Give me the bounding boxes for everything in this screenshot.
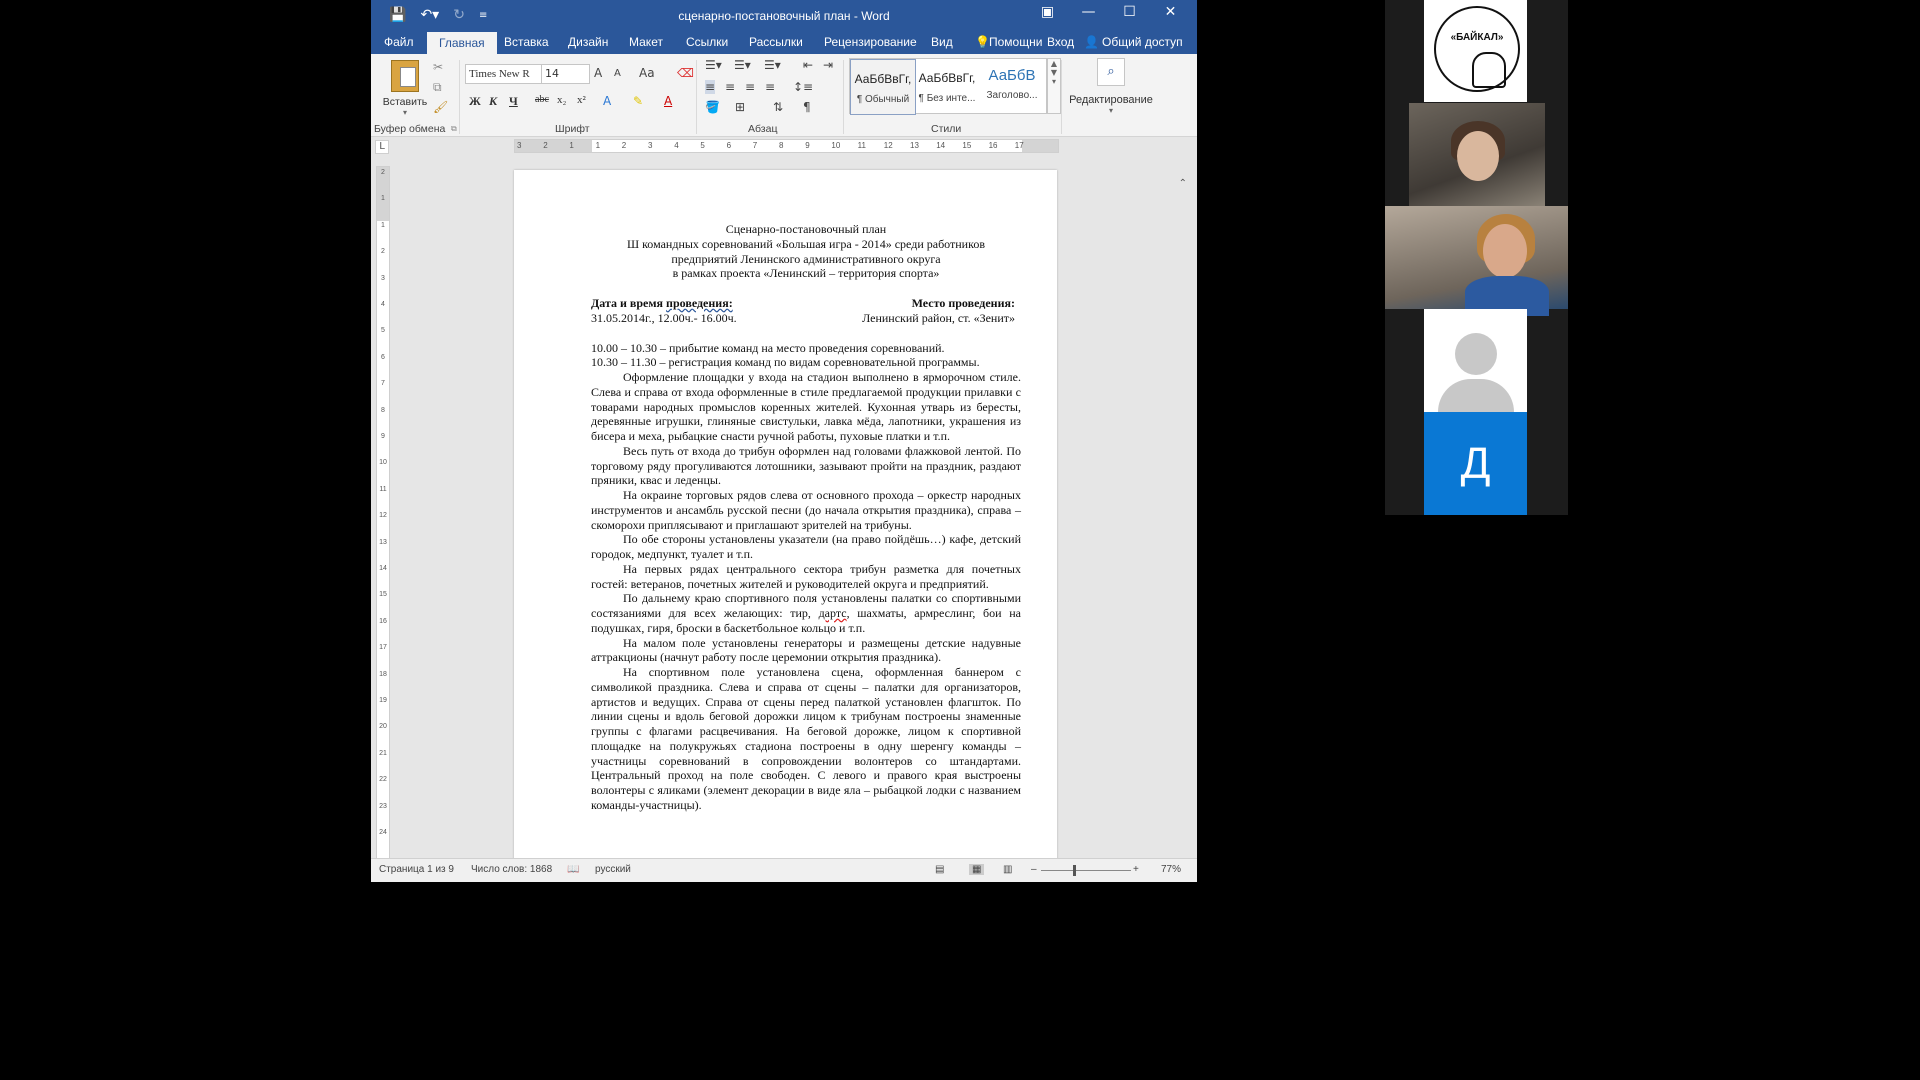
ruler-tick: 21	[379, 749, 387, 757]
highlight-icon[interactable]: ✎	[633, 94, 644, 108]
superscript-button[interactable]: x²	[577, 94, 586, 106]
page-count[interactable]: Страница 1 из 9	[379, 864, 454, 875]
collapse-ribbon-icon[interactable]: ⌃	[1178, 178, 1187, 189]
avatar-placeholder-icon	[1455, 333, 1497, 375]
chevron-down-icon: ▾	[1108, 106, 1113, 115]
paragraph: На окраине торговых рядов слева от основного прохода – оркестр народных инструментов и ансамбль русской песни (до начала открытия праздника), справа – скоморохи приплясывают и приглашают зрителей на трибуны.	[591, 488, 1021, 532]
style-name: Заголово...	[986, 90, 1038, 101]
zoom-slider-thumb[interactable]	[1073, 865, 1076, 876]
text-effects-icon[interactable]: A	[603, 94, 612, 108]
word-count[interactable]: Число слов: 1868	[471, 864, 553, 875]
ruler-tick: 4	[381, 301, 385, 308]
paragraph: На малом поле установлены генераторы и размещены детские надувные аттракционы (начнут работу после церемонии открытия праздника).	[591, 635, 1021, 665]
subscript-button[interactable]: x₂	[557, 94, 567, 106]
language[interactable]: русский	[595, 864, 631, 875]
participant-face	[1457, 131, 1499, 181]
ruler-tick: 1	[381, 221, 385, 229]
paragraph: По дальнему краю спортивного поля установлены палатки со спортивными состязаниями для всех желающих: тир, дартс, шахматы, армреслинг, бои на подушках, гиря, броски в баскетбольное кольцо и т.п.	[591, 591, 1021, 635]
align-right-icon[interactable]: ≡	[745, 80, 756, 94]
ruler-tick: 2	[621, 141, 627, 150]
ruler-tick: 24	[379, 829, 387, 836]
divider	[459, 60, 460, 134]
ruler-tick: 12	[379, 512, 387, 520]
style-sample: АаБбВвГг,	[918, 71, 976, 85]
doc-subtitle-line: в рамках проекта «Ленинский – территория спорта»	[672, 266, 940, 281]
place-value: Ленинский район, ст. «Зенит»	[862, 310, 1015, 325]
minimize-icon[interactable]: —	[1081, 4, 1096, 20]
editing-label: Редактирование	[1069, 94, 1153, 106]
lightbulb-icon: 💡	[975, 35, 990, 49]
ruler-tick: 22	[379, 776, 387, 784]
ruler-tick: 15	[379, 591, 387, 599]
undo-icon[interactable]: ↶▾	[420, 7, 440, 23]
search-icon: ⌕	[1097, 58, 1125, 86]
web-layout-icon[interactable]: ▥	[1003, 864, 1013, 875]
borders-icon[interactable]: ⊞	[735, 100, 746, 114]
ruler-tick: 5	[700, 141, 705, 150]
copy-icon[interactable]: ⧉	[433, 80, 442, 94]
ruler-tick: 8	[779, 141, 784, 150]
ruler-tick: 1	[595, 141, 601, 150]
style-sample: АаБбВвГг,	[854, 72, 912, 86]
redo-icon[interactable]: ↻	[453, 7, 465, 23]
ruler-tick: 6	[726, 141, 732, 150]
paragraph-group-label: Абзац	[748, 123, 778, 135]
proofing-icon[interactable]: 📖	[567, 864, 580, 875]
bold-button[interactable]: Ж	[469, 94, 481, 108]
close-icon[interactable]: ✕	[1164, 4, 1177, 20]
maximize-icon[interactable]: ☐	[1123, 4, 1136, 20]
participant-video-2[interactable]	[1385, 206, 1568, 309]
paragraph: Оформление площадки у входа на стадион выполнено в ярморочном стиле. Слева и справа от входа оформленные в стиле предлагаемой продукции прилавки с товарами народных промыслов коренных жителей. Кухонная утварь из бересты, деревянные игрушки, глиняные свистульки, лавка мёда, лапотники, украшения из бисера и меха, рыбацкие снасти ручной работы, пуховые платки и т.п.	[591, 370, 1021, 443]
zoom-out-button[interactable]: –	[1031, 864, 1037, 875]
clipboard-group-label: Буфер обмена	[374, 123, 446, 135]
ruler-tick: 19	[379, 697, 387, 704]
doc-subtitle-line: предприятий Ленинского административного округа	[671, 251, 941, 266]
styles-gallery	[849, 58, 1047, 114]
ruler-tick: 12	[883, 141, 893, 150]
tab-design[interactable]: Дизайн	[568, 35, 609, 49]
paragraph: По обе стороны установлены указатели (на право пойдёшь…) кафе, детский городок, медпункт, туалет и т.п.	[591, 532, 1021, 561]
paragraph: На первых рядах центрального сектора трибун разметка для почетных гостей: ветеранов, почетных жителей и руководителей округа и предприятий.	[591, 561, 1021, 591]
ruler-margin-left	[515, 140, 592, 152]
divider	[696, 60, 697, 134]
grow-font-icon[interactable]: A	[594, 66, 603, 80]
styles-scroll[interactable]: ▲ ▼ ▾	[1047, 58, 1061, 114]
ruler-margin-right	[1022, 140, 1058, 152]
window-controls	[1027, 4, 1191, 20]
ruler-tick: 14	[936, 141, 946, 150]
window-title: сценарно-постановочный план - Word	[678, 9, 890, 23]
style-heading[interactable]	[980, 59, 1044, 113]
zoom-slider-track[interactable]	[1041, 870, 1131, 871]
ruler-tick: 17	[1014, 141, 1024, 150]
multilevel-list-icon[interactable]: ☰▾	[764, 58, 781, 72]
ruler-tick: 16	[988, 141, 998, 150]
sign-in-link[interactable]: Вход	[1047, 35, 1075, 49]
divider	[1061, 60, 1062, 134]
schedule-line: 10.30 – 11.30 – регистрация команд по видам соревновательной программы.	[591, 355, 980, 370]
date-label: Дата и время проведения:	[591, 296, 733, 310]
style-name: ¶ Обычный	[856, 94, 910, 105]
increase-indent-icon[interactable]: ⇥	[823, 58, 834, 72]
style-normal[interactable]	[850, 59, 916, 115]
style-sample: АаБбВ	[988, 67, 1036, 84]
ruler-tick: 2	[543, 141, 548, 150]
save-icon[interactable]: 💾	[389, 7, 407, 23]
sort-icon[interactable]: ⇅	[773, 100, 784, 114]
ruler-tick: 15	[962, 141, 972, 150]
chevron-down-icon: ▾	[402, 108, 407, 117]
print-layout-icon[interactable]: ▦	[969, 864, 984, 875]
ruler-tick: 2	[381, 248, 385, 256]
editing-button[interactable]	[1065, 58, 1157, 115]
date-place-labels	[591, 296, 1021, 311]
tell-me-box[interactable]: Помощни	[989, 35, 1043, 49]
lyre-icon	[1472, 52, 1506, 88]
share-button[interactable]: Общий доступ	[1102, 35, 1183, 49]
schedule-line: 10.00 – 10.30 – прибытие команд на место проведения соревнований.	[591, 340, 945, 355]
avatar-body-icon	[1438, 379, 1514, 412]
dialog-launcher-icon[interactable]: ⧉	[451, 124, 457, 133]
paste-button[interactable]	[381, 58, 429, 118]
participant-video-1[interactable]	[1409, 103, 1545, 206]
tab-view[interactable]: Вид	[931, 35, 953, 49]
ruler-tick: 10	[379, 459, 387, 467]
italic-button[interactable]: К	[489, 94, 498, 108]
ruler-tick: 10	[831, 141, 841, 150]
font-size-select[interactable]: 14	[541, 64, 590, 84]
participant-tile-logo[interactable]	[1424, 0, 1527, 102]
horizontal-ruler[interactable]	[514, 139, 1059, 153]
video-call-panel	[1385, 0, 1568, 515]
participant-face	[1483, 224, 1527, 278]
status-bar	[371, 858, 1197, 882]
word-window	[371, 0, 1197, 882]
logo	[1434, 6, 1520, 92]
zoom-level[interactable]: 77%	[1161, 864, 1182, 875]
person-icon: 👤	[1084, 35, 1099, 49]
justify-icon[interactable]: ≡	[765, 80, 776, 94]
tab-references[interactable]: Ссылки	[686, 35, 729, 49]
tab-insert[interactable]: Вставка	[504, 35, 549, 49]
style-no-spacing[interactable]	[915, 59, 979, 113]
doc-title: Сценарно-постановочный план	[725, 222, 887, 236]
ruler-tick: 3	[381, 274, 385, 282]
zoom-in-button[interactable]: +	[1133, 864, 1139, 875]
vertical-ruler[interactable]	[376, 166, 390, 860]
show-formatting-icon[interactable]: ¶	[803, 100, 811, 114]
ruler-tick: 3	[517, 141, 522, 150]
ruler-tick: 2	[381, 169, 385, 176]
ruler-tick: 8	[381, 406, 385, 414]
tab-home[interactable]: Главная	[427, 32, 497, 54]
place-label: Место проведения:	[911, 296, 1015, 310]
tab-layout[interactable]: Макет	[629, 35, 663, 49]
ruler-tick: 1	[381, 195, 385, 203]
ruler-tick: 11	[857, 141, 866, 150]
line-spacing-icon[interactable]: ↕≡	[793, 80, 814, 94]
shading-icon[interactable]: 🪣	[705, 100, 720, 114]
bullets-icon[interactable]: ☰▾	[705, 58, 722, 72]
ruler-tick: 6	[381, 353, 385, 361]
ruler-tick: 9	[805, 141, 810, 150]
document-body[interactable]	[591, 222, 1021, 813]
ruler-tick: 18	[379, 670, 387, 678]
document-page[interactable]	[514, 170, 1057, 870]
logo-text: «БАЙКАЛ»	[1450, 32, 1504, 43]
ruler-tick: 20	[379, 723, 387, 731]
format-painter-icon[interactable]: 🖌	[433, 100, 449, 114]
align-center-icon[interactable]: ≡	[725, 80, 736, 94]
paste-label: Вставить	[382, 96, 428, 108]
paragraph: Весь путь от входа до трибун оформлен над головами флажковой лентой. По торговому ряду прогуливаются лотошники, зазывают пройти на праздник, раздают пряники, квас и леденцы.	[591, 443, 1021, 488]
font-group-label: Шрифт	[555, 123, 590, 135]
date-place-values	[591, 311, 1021, 326]
date-value: 31.05.2014г., 12.00ч.- 16.00ч.	[591, 310, 737, 325]
styles-group-label: Стили	[931, 123, 962, 135]
divider	[843, 60, 844, 134]
ruler-tick: 3	[648, 141, 653, 150]
align-left-icon[interactable]: ≡	[705, 80, 716, 94]
ruler-tick: 5	[381, 327, 385, 335]
ruler-tick: 13	[379, 538, 387, 546]
ruler-tick: 1	[569, 141, 574, 150]
tab-review[interactable]: Рецензирование	[824, 35, 917, 49]
ruler-tick: 23	[379, 802, 387, 810]
ruler-tick: 14	[379, 565, 387, 572]
ribbon-display-icon[interactable]: ▣	[1040, 4, 1055, 20]
ruler-tick: 7	[381, 380, 385, 388]
ruler-tick: 11	[379, 485, 387, 493]
underline-button[interactable]: Ч	[509, 94, 518, 108]
strikethrough-button[interactable]: abc	[535, 94, 549, 105]
ruler-tick: 16	[379, 617, 387, 625]
doc-subtitle-line: Ш командных соревнований «Большая игра - 2014» среди работников	[626, 236, 985, 251]
clear-formatting-icon[interactable]: ⌫	[677, 66, 694, 80]
decrease-indent-icon[interactable]: ⇤	[803, 58, 814, 72]
ruler-tick: 4	[674, 141, 679, 150]
numbering-icon[interactable]: ☰▾	[734, 58, 751, 72]
ruler-tick: 7	[752, 141, 758, 150]
paragraph: На спортивном поле установлена сцена, оформленная баннером с символикой праздника. Слева и справа от сцены – палатки для организаторов, артистов и ведущих. Справа от сцены перед палаткой установлен флагшток. По линии сцены и вдоль беговой дорожки лицом к трибунам построены знаменные группы с флагами расцвечивания. На беговой дорожке, лицом к спортивной площадке на полукружьях стадиона построены в одну шеренгу команды – участницы соревнований в сопровождении волонтеров со штандартами. Центральный проход на поле свободен. С левого и правого края выстроены волонтеры с яликами (элемент декорации в виде яла – рыбацкой лодки с названием команды-участницы).	[591, 665, 1021, 812]
style-name: ¶ Без инте...	[918, 93, 976, 104]
participant-tile-initial[interactable]: Д	[1424, 412, 1527, 515]
tab-file[interactable]: Файл	[384, 35, 414, 49]
tab-selector[interactable]: L	[375, 140, 389, 154]
customize-qat-icon[interactable]: ≡	[478, 9, 488, 21]
ribbon-tabs	[371, 32, 1197, 54]
shrink-font-icon[interactable]: A	[614, 68, 621, 79]
read-mode-icon[interactable]: ▤	[935, 864, 945, 875]
ruler-tick: 17	[379, 644, 387, 652]
tab-mailings[interactable]: Рассылки	[749, 35, 803, 49]
ruler-tick: 9	[381, 433, 385, 440]
participant-tile-avatar[interactable]	[1424, 309, 1527, 412]
change-case-icon[interactable]: Aa	[639, 66, 655, 80]
ruler-tick: 13	[910, 141, 919, 150]
font-family-select[interactable]: Times New R	[465, 64, 542, 84]
font-color-icon[interactable]: A	[664, 94, 673, 108]
title-bar	[371, 0, 1197, 32]
clipboard-icon	[391, 60, 419, 92]
cut-icon[interactable]: ✂	[433, 60, 444, 74]
